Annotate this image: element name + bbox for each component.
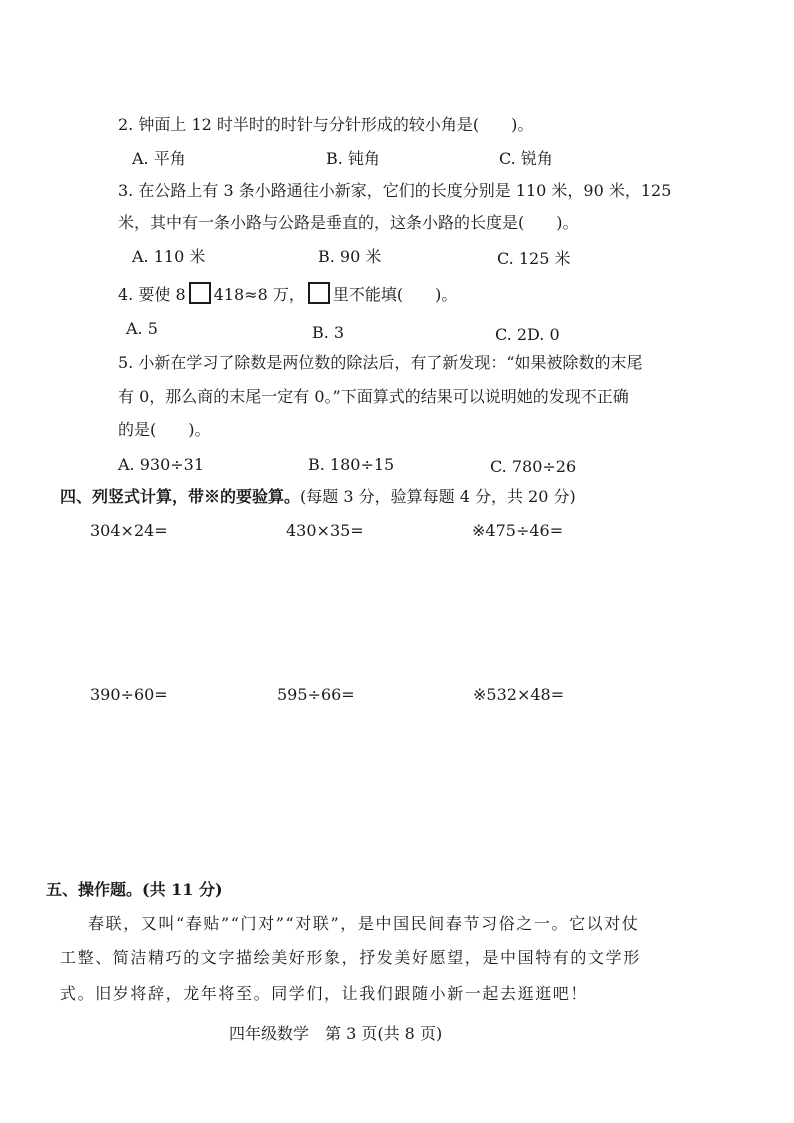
section4-title: 四、列竖式计算，带※的要验算。 [60,487,301,506]
calc-1: 304×24= [90,521,168,540]
blank-box [189,282,211,304]
calc-6: ※532×48= [473,685,565,704]
section4-note: (每题 3 分，验算每题 4 分，共 20 分) [300,487,576,506]
q4-option-b: B. 3 [312,323,345,342]
calc-2: 430×35= [286,521,364,540]
section5-para-line2: 工整、简洁精巧的文字描绘美好形象，抒发美好愿望，是中国特有的文学形 [60,948,641,967]
q4-stem-part-c: 里不能填( )。 [332,285,458,304]
q3-stem-line2: 米，其中有一条小路与公路是垂直的，这条小路的长度是( )。 [118,213,579,232]
page-footer: 四年级数学 第 3 页(共 8 页) [229,1024,443,1043]
q3-stem-line1: 3. 在公路上有 3 条小路通往小新家，它们的长度分别是 110 米，90 米，125 [118,181,672,200]
q5-option-a: A. 930÷31 [118,455,205,474]
q5-line3: 的是( )。 [118,420,211,439]
q2-option-b: B. 钝角 [326,149,380,168]
q4-stem-part-b: 418≈8 万， [213,285,305,304]
section4-heading [60,486,576,508]
q2-option-a: A. 平角 [132,149,186,168]
calc-3: ※475÷46= [472,521,564,540]
q5-option-b: B. 180÷15 [308,455,395,474]
q2-option-c: C. 锐角 [499,149,553,168]
q5-line2: 有 0，那么商的末尾一定有 0。”下面算式的结果可以说明她的发现不正确 [118,387,629,406]
q3-option-c: C. 125 米 [497,249,571,268]
calc-5: 595÷66= [277,685,355,704]
blank-box [308,282,330,304]
section5-para-line1: 春联，又叫“春贴”“门对”“对联”，是中国民间春节习俗之一。它以对仗 [88,914,640,933]
q4-option-c: C. 2D. 0 [495,325,560,344]
section5-title: 五、操作题。(共 11 分) [46,880,223,899]
q4-option-a: A. 5 [126,319,158,338]
q4-stem-part-a: 4. 要使 8 [118,285,186,304]
q3-option-b: B. 90 米 [318,247,382,266]
q5-option-c: C. 780÷26 [490,457,577,476]
q5-line1: 5. 小新在学习了除数是两位数的除法后，有了新发现：“如果被除数的末尾 [118,353,643,372]
q4-stem [118,282,457,306]
q3-option-a: A. 110 米 [132,247,206,266]
section5-para-line3: 式。旧岁将辞，龙年将至。同学们，让我们跟随小新一起去逛逛吧！ [60,984,589,1003]
q2-stem: 2. 钟面上 12 时半时的时针与分针形成的较小角是( )。 [118,115,534,134]
calc-4: 390÷60= [90,685,168,704]
